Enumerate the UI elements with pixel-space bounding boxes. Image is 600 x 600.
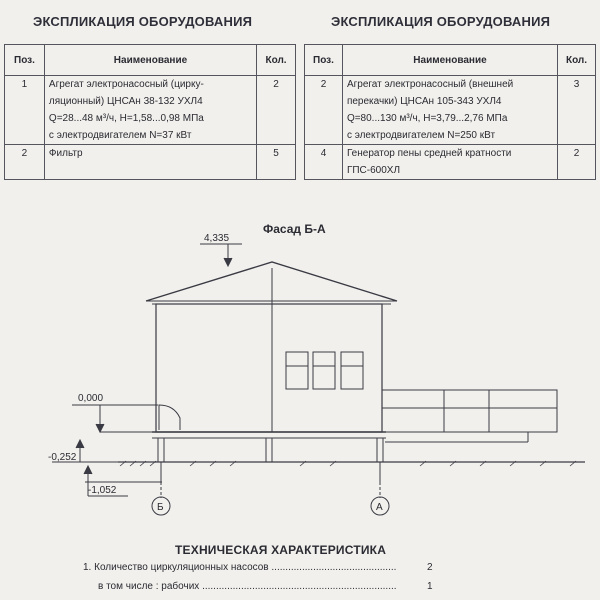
row-qty: 3	[558, 76, 596, 145]
header-pos: Поз.	[5, 45, 45, 76]
row-name-line: с электродвигателем N=250 кВт	[346, 130, 496, 141]
header-qty: Кол.	[558, 45, 596, 76]
row-name-line: Q=80...130 м³/ч, Н=3,79...2,76 МПа	[346, 113, 508, 124]
tech-row-value: 1	[427, 581, 433, 592]
header-qty: Кол.	[257, 45, 296, 76]
footing-elevation-label: -1,052	[88, 485, 117, 496]
axis-label-right: А	[376, 502, 383, 513]
column	[377, 438, 383, 462]
row-pos: 2	[5, 145, 45, 180]
axis-label-left: Б	[157, 502, 164, 513]
tech-row-value: 2	[427, 562, 433, 573]
roof-elevation-label: 4,335	[204, 233, 230, 244]
platform-lower	[382, 408, 557, 432]
row-name-line: ГПС-600ХЛ	[346, 165, 401, 176]
header-name: Наименование	[44, 45, 256, 76]
row-name-line: Фильтр	[48, 148, 83, 159]
window	[286, 352, 308, 389]
row-name-line: Q=28...48 м³/ч, Н=1,58...0,98 МПа	[48, 113, 204, 124]
door-arc	[159, 405, 180, 430]
row-pos: 2	[305, 76, 343, 145]
facade-title: Фасад Б-А	[263, 222, 326, 236]
header-pos: Поз.	[305, 45, 343, 76]
row-name-line: перекачки) ЦНСАн 105-343 УХЛ4	[346, 96, 502, 107]
row-name-line: Агрегат электронасосный (цирку-	[48, 79, 204, 90]
tech-row-label: 1. Количество циркуляционных насосов .............................................	[83, 562, 397, 573]
row-name-line: Агрегат электронасосный (внешней	[346, 79, 514, 90]
zero-elevation-mark	[72, 405, 158, 432]
window	[313, 352, 335, 389]
row-name-line: ляционный) ЦНСАн 38-132 УХЛ4	[48, 96, 203, 107]
right-panel-title: ЭКСПЛИКАЦИЯ ОБОРУДОВАНИЯ	[331, 14, 551, 29]
tech-row-label: в том числе : рабочих ......................................................................	[98, 581, 397, 592]
ground-elevation-label: -0,252	[48, 452, 77, 463]
window	[341, 352, 363, 389]
row-qty: 2	[257, 76, 296, 145]
row-qty: 5	[257, 145, 296, 180]
column	[266, 438, 272, 462]
row-name-line: Генератор пены средней кратности	[346, 148, 512, 159]
header-name: Наименование	[342, 45, 557, 76]
building-wall	[156, 304, 382, 432]
tech-title: ТЕХНИЧЕСКАЯ ХАРАКТЕРИСТИКА	[175, 543, 387, 557]
row-name-line: с электродвигателем N=37 кВт	[48, 130, 192, 141]
row-qty: 2	[558, 145, 596, 180]
row-pos: 4	[305, 145, 343, 180]
column	[158, 438, 164, 462]
row-pos: 1	[5, 76, 45, 145]
left-panel-title: ЭКСПЛИКАЦИЯ ОБОРУДОВАНИЯ	[33, 14, 253, 29]
zero-elevation-label: 0,000	[78, 393, 104, 404]
platform-upper	[382, 390, 557, 408]
roof-elevation-mark	[200, 244, 242, 266]
